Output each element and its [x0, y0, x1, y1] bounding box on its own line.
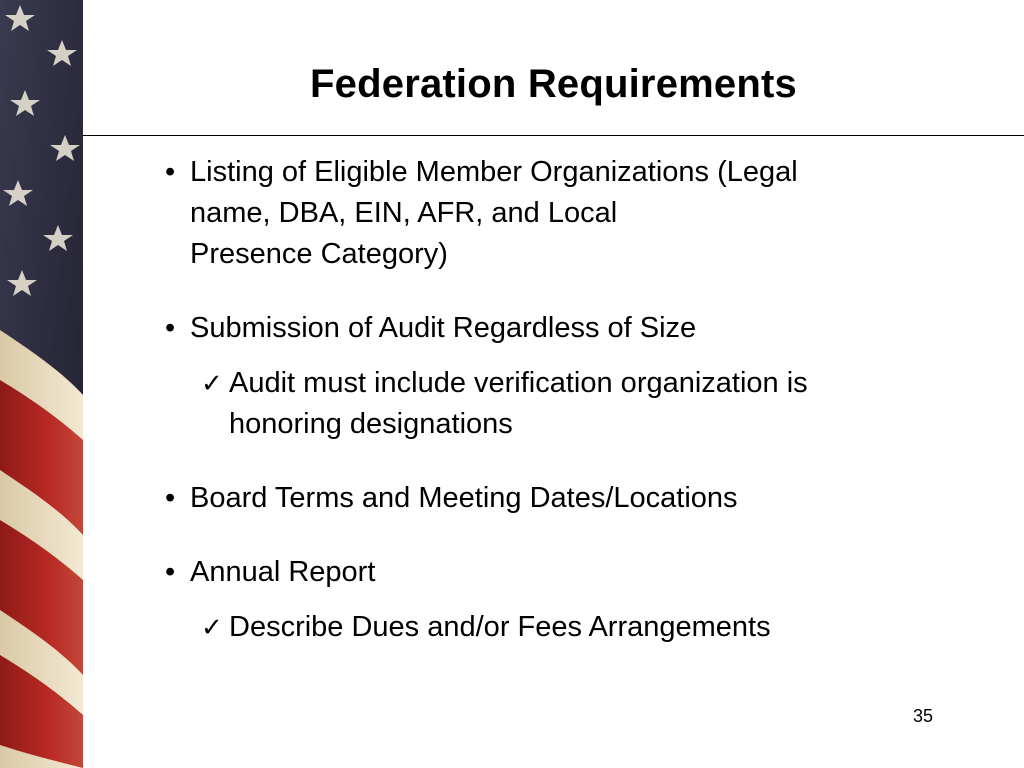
- bullet-text: Submission of Audit Regardless of Size: [190, 312, 697, 344]
- flag-image: [0, 0, 83, 768]
- page-number: 35: [912, 706, 934, 726]
- checkmark-icon: ✓: [201, 612, 223, 642]
- sub-item-dues-fees: [160, 607, 940, 648]
- sub-text-line: honoring designations: [229, 408, 513, 440]
- bullet-marker: •: [165, 156, 176, 188]
- bullet-marker: •: [165, 482, 176, 514]
- bullet-list: [160, 152, 940, 648]
- bullet-marker: •: [165, 312, 176, 344]
- bullet-text-line: Presence Category): [190, 238, 448, 270]
- bullet-item-board-terms: [160, 478, 940, 519]
- flag-decoration: [0, 0, 83, 768]
- bullet-text: Board Terms and Meeting Dates/Locations: [190, 482, 738, 514]
- bullet-item-member-organizations: [160, 152, 940, 275]
- bullet-text-line: name, DBA, EIN, AFR, and Local: [190, 197, 618, 229]
- sub-text-line: Describe Dues and/or Fees Arrangements: [229, 611, 771, 643]
- bullet-item-annual-report: [160, 552, 940, 593]
- sub-text-line: Audit must include verification organization is: [229, 367, 808, 399]
- title-divider: [83, 135, 1024, 136]
- bullet-text: Annual Report: [190, 556, 376, 588]
- checkmark-icon: ✓: [201, 368, 223, 398]
- bullet-text-line: Listing of Eligible Member Organizations (Legal: [190, 156, 798, 188]
- sub-item-audit-verification: [160, 363, 940, 445]
- bullet-marker: •: [165, 556, 176, 588]
- slide-title: Federation Requirements: [310, 62, 797, 106]
- bullet-item-audit: [160, 308, 940, 349]
